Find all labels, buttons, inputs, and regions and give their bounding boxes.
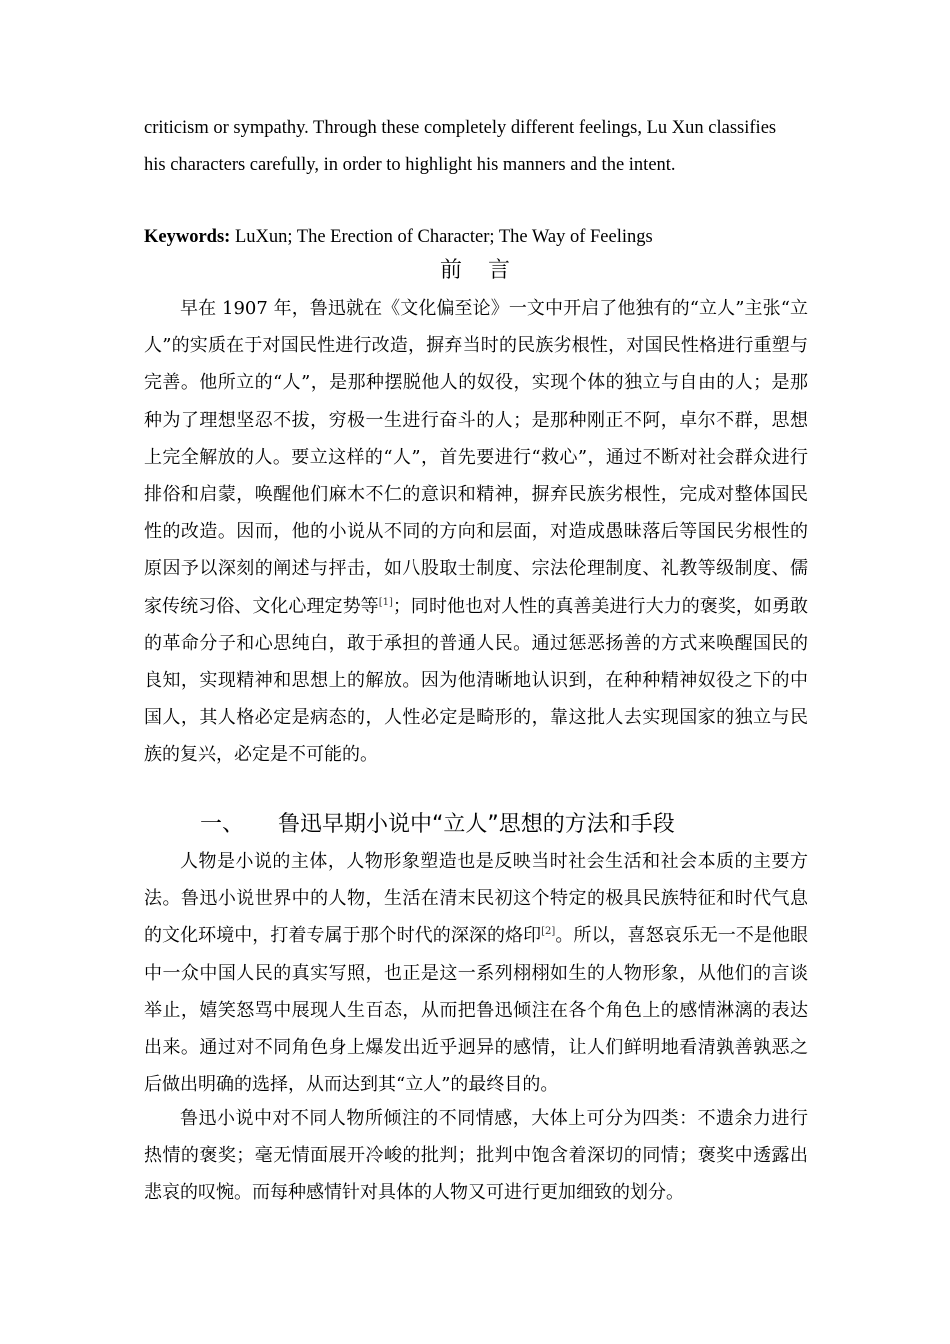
keywords-label: Keywords: bbox=[144, 227, 231, 247]
abstract-line-1: criticism or sympathy. Through these completely different feelings, Lu Xun classifies bbox=[144, 118, 777, 138]
preface-text-b: ；同时他也对人性的真善美进行大力的褒奖，如勇敢的革命分子和心思纯白，敢于承担的普通人民。通过惩恶扬善的方式来唤醒国民的良知，实现精神和思想上的解放。因为他清晰地认识到，在种种精神奴役之下的中国人，其人格必定是病态的，人性必定是畸形的，靠这批人去实现国家的独立与民族的复兴，必定是不可能的。 bbox=[144, 595, 809, 766]
section-1-paragraph-1 bbox=[144, 843, 808, 1103]
section-1-number: 一、 bbox=[200, 812, 245, 837]
keywords-line bbox=[144, 225, 824, 249]
section-1-text-b: 。所以，喜怒哀乐无一不是他眼中一众中国人民的真实写照，也正是这一系列栩栩如生的人物形象，从他们的言谈举止，嬉笑怒骂中展现人生百态，从而把鲁迅倾注在各个角色上的感情淋漓的表达出来。通过对不同角色身上爆发出近乎迥异的感情，让人们鲜明地看清孰善孰恶之后做出明确的选择，从而达到其“立人”的最终目的。 bbox=[144, 925, 809, 1096]
citation-2: [2] bbox=[541, 926, 556, 938]
preface-paragraph bbox=[144, 290, 808, 774]
keywords-text: LuXun; The Erection of Character; The Way of Feelings bbox=[230, 227, 653, 247]
preface-text-a: 早在 1907 年，鲁迅就在《文化偏至论》一文中开启了他独有的“立人”主张“立人”的实质在于对国民性进行改造，摒弃当时的民族劣根性，对国民性格进行重塑与完善。他所立的“人”，是那种摆脱他人的奴役，实现个体的独立与自由的人；是那种为了理想坚忍不拔，穷极一生进行奋斗的人；是那种刚正不阿，卓尔不群，思想上完全解放的人。要立这样的“人”，首先要进行“救心”，通过不断对社会群众进行排俗和启蒙，唤醒他们麻木不仁的意识和精神，摒弃民族劣根性，完成对整体国民性的改造。因而，他的小说从不同的方向和层面，对造成愚昧落后等国民劣根性的原因予以深刻的阐述与抨击，如八股取士制度、宗法伦理制度、礼教等级制度、儒家传统习俗、文化心理定势等 bbox=[144, 298, 808, 617]
preface-title: 前言 bbox=[439, 258, 536, 283]
section-1-text-a: 人物是小说的主体，人物形象塑造也是反映当时社会生活和社会本质的主要方法。鲁迅小说世界中的人物，生活在清末民初这个特定的极具民族特征和时代气息的文化环境中，打着专属于那个时代的深深的烙印 bbox=[144, 851, 808, 947]
citation-1: [1] bbox=[378, 596, 393, 608]
section-1-title: 鲁迅早期小说中“立人”思想的方法和手段 bbox=[278, 812, 675, 837]
section-1-paragraph-2: 鲁迅小说中对不同人物所倾注的不同情感，大体上可分为四类：不遗余力进行热情的褒奖；毫无情面展开冷峻的批判；批判中饱含着深切的同情；褒奖中透露出悲哀的叹惋。而每种感情针对具体的人物又可进行更加细致的划分。 bbox=[144, 1108, 808, 1204]
abstract-line-2: his characters carefully, in order to highlight his manners and the intent. bbox=[144, 155, 676, 175]
section-1-heading bbox=[200, 810, 675, 840]
